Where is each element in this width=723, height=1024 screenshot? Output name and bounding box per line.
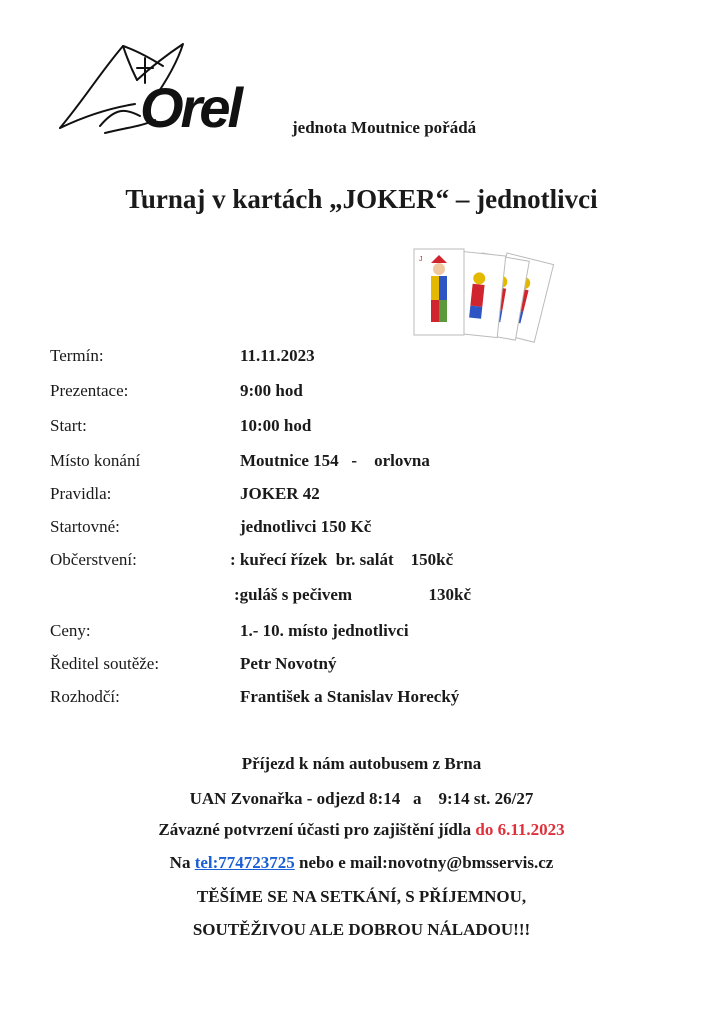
phone-link[interactable]: tel:774723725 (194, 853, 295, 872)
detail-label-rozhodci: Rozhodčí: (50, 687, 120, 706)
closing-line-2: SOUTĚŽIVOU ALE DOBROU NÁLADOU!!! (192, 920, 531, 939)
contact-email: nebo e mail:novotny@bmsservis.cz (294, 853, 554, 872)
detail-value-reditel: Petr Novotný (240, 654, 337, 673)
detail-value-termin: 11.11.2023 (240, 346, 315, 365)
departure-line: UAN Zvonařka - odjezd 8:14 a 9:14 st. 26/27 (189, 789, 534, 808)
detail-label-termin: Termín: (50, 346, 104, 365)
detail-label-pravidla: Pravidla: (50, 484, 112, 503)
detail-value-rozhodci: František a Stanislav Horecký (240, 687, 460, 706)
detail-label-ceny: Ceny: (50, 621, 91, 640)
contact-line (0, 853, 723, 873)
detail-label-obcerstveni: Občerstvení: (50, 550, 137, 569)
detail-label-misto: Místo konání (50, 451, 141, 470)
page-title: Turnaj v kartách „JOKER“ – jednotlivci (125, 184, 598, 214)
detail-value-ceny: 1.- 10. místo jednotlivci (240, 621, 409, 640)
detail-value-start: 10:00 hod (240, 416, 312, 435)
detail-value-obcerstveni-1: : kuřecí řízek br. salát 150kč (230, 550, 454, 569)
organizer-line: jednota Moutnice pořádá (292, 118, 477, 137)
orel-logo-text: Orel (140, 76, 241, 139)
detail-value-startovne: jednotlivci 150 Kč (240, 517, 372, 536)
confirm-deadline: do 6.11.2023 (475, 820, 565, 839)
bus-line: Příjezd k nám autobusem z Brna (241, 754, 482, 773)
detail-label-startovne: Startovné: (50, 517, 120, 536)
detail-value-misto: Moutnice 154 - orlovna (240, 451, 430, 470)
closing-line-1: TĚŠÍME SE NA SETKÁNÍ, S PŘÍJEMNOU, (196, 887, 527, 906)
detail-label-start: Start: (50, 416, 87, 435)
contact-prefix: Na (169, 853, 195, 872)
confirm-line (0, 820, 723, 840)
joker-cards-image (412, 245, 572, 355)
confirm-text: Závazné potvrzení účasti pro zajištění jídla (158, 820, 476, 839)
detail-value-obcerstveni-2: :guláš s pečivem 130kč (234, 585, 472, 604)
detail-value-pravidla: JOKER 42 (240, 484, 320, 503)
detail-value-prezentace: 9:00 hod (240, 381, 303, 400)
svg-text:J: J (419, 256, 423, 263)
detail-label-reditel: Ředitel soutěže: (50, 654, 160, 673)
detail-label-prezentace: Prezentace: (50, 381, 129, 400)
